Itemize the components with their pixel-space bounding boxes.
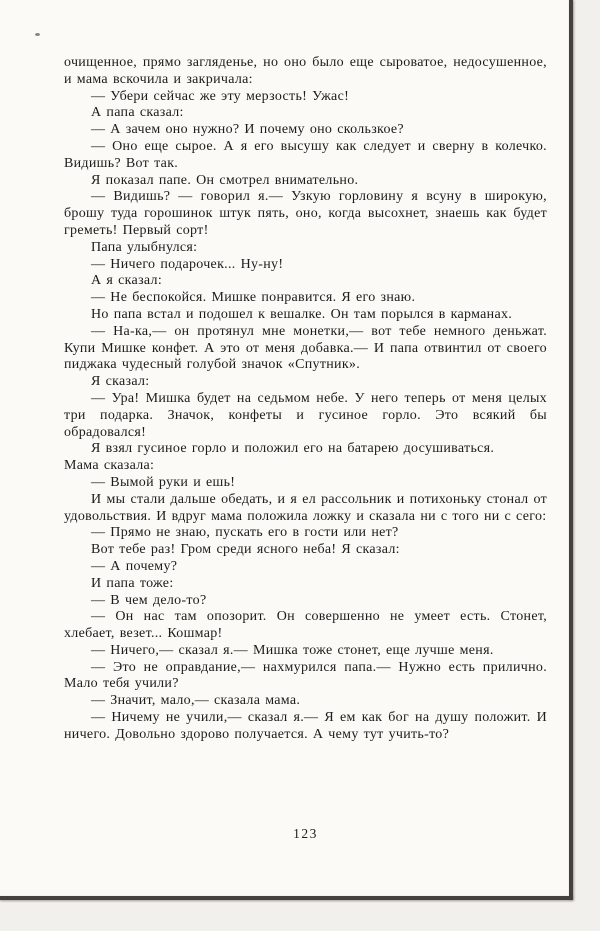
paragraph: очищенное, прямо загляденье, но оно было еще сыроватое, недосушенное, и мама вскочила и закричала: bbox=[64, 55, 547, 87]
paragraph: — А почему? bbox=[91, 558, 178, 574]
paragraph: — Это не оправдание,— нахмурился папа.— Нужно есть прилично. Мало тебя учили? bbox=[64, 659, 547, 692]
paragraph: — Прямо не знаю, пускать его в гости или нет? bbox=[91, 525, 399, 541]
paragraph: — На-ка,— он протянул мне монетки,— вот тебе немного деньжат. Купи Мишке конфет. А это от меня добавка.— И папа отвинтил от своего пиджака чудесный голубой значок «Спутник». bbox=[64, 323, 547, 373]
paragraph: — Ура! Мишка будет на седьмом небе. У него теперь от меня целых три подарка. Значок, конфеты и гусиное горло. Это всякий бы обрадовался! bbox=[64, 390, 547, 440]
paragraph: Но папа встал и подошел к вешалке. Он там порылся в карманах. bbox=[91, 306, 513, 322]
paragraph: И папа тоже: bbox=[91, 575, 174, 591]
paragraph: — Убери сейчас же эту мерзость! Ужас! bbox=[91, 88, 350, 104]
paragraph: Я взял гусиное горло и положил его на батарею досушиваться. bbox=[91, 441, 495, 457]
scan-speck bbox=[35, 33, 40, 36]
paragraph: И мы стали дальше обедать, и я ел рассольник и потихоньку стонал от удовольствия. И вдруг мама положила ложку и сказала ни с того ни с сего: bbox=[64, 491, 547, 524]
paragraph: А я сказал: bbox=[91, 273, 163, 289]
paragraph: — Видишь? — говорил я.— Узкую горловину я всуну в широкую, брошу туда горошинок штук пять, оно, когда высохнет, знаешь как будет греметь! Первый сорт! bbox=[64, 189, 547, 238]
paragraph: — Оно еще сырое. А я его высушу как следует и сверну в колечко. Видишь? Вот так. bbox=[64, 138, 547, 171]
paragraph: — Он нас там опозорит. Он совершенно не умеет есть. Стонет, хлебает, везет... Кошмар! bbox=[64, 609, 547, 642]
paragraph: Я показал папе. Он смотрел внимательно. bbox=[91, 172, 359, 188]
page-text-block bbox=[64, 55, 547, 744]
paragraph: Я сказал: bbox=[91, 374, 150, 390]
paragraph: — Значит, мало,— сказала мама. bbox=[91, 693, 301, 709]
paragraph: А папа сказал: bbox=[91, 105, 184, 121]
paragraph: Папа улыбнулся: bbox=[91, 239, 198, 255]
paragraph: — Не беспокойся. Мишке понравится. Я его знаю. bbox=[91, 290, 416, 306]
paragraph: — В чем дело-то? bbox=[91, 592, 207, 608]
scan-edge-bottom bbox=[0, 896, 573, 900]
scan-edge-right bbox=[569, 0, 573, 900]
page-number: 123 bbox=[293, 826, 318, 841]
paragraph: — Вымой руки и ешь! bbox=[91, 474, 236, 490]
paragraph: Вот тебе раз! Гром среди ясного неба! Я сказал: bbox=[91, 542, 400, 558]
paragraph: Мама сказала: bbox=[64, 458, 155, 474]
paragraph: — Ничему не учили,— сказал я.— Я ем как бог на душу положит. И ничего. Довольно здорово получается. А чему тут учить-то? bbox=[64, 710, 547, 742]
paragraph: — Ничего подарочек... Ну-ну! bbox=[91, 256, 284, 272]
paragraph: — Ничего,— сказал я.— Мишка тоже стонет, еще лучше меня. bbox=[91, 642, 494, 658]
paragraph: — А зачем оно нужно? И почему оно скользкое? bbox=[91, 122, 404, 138]
